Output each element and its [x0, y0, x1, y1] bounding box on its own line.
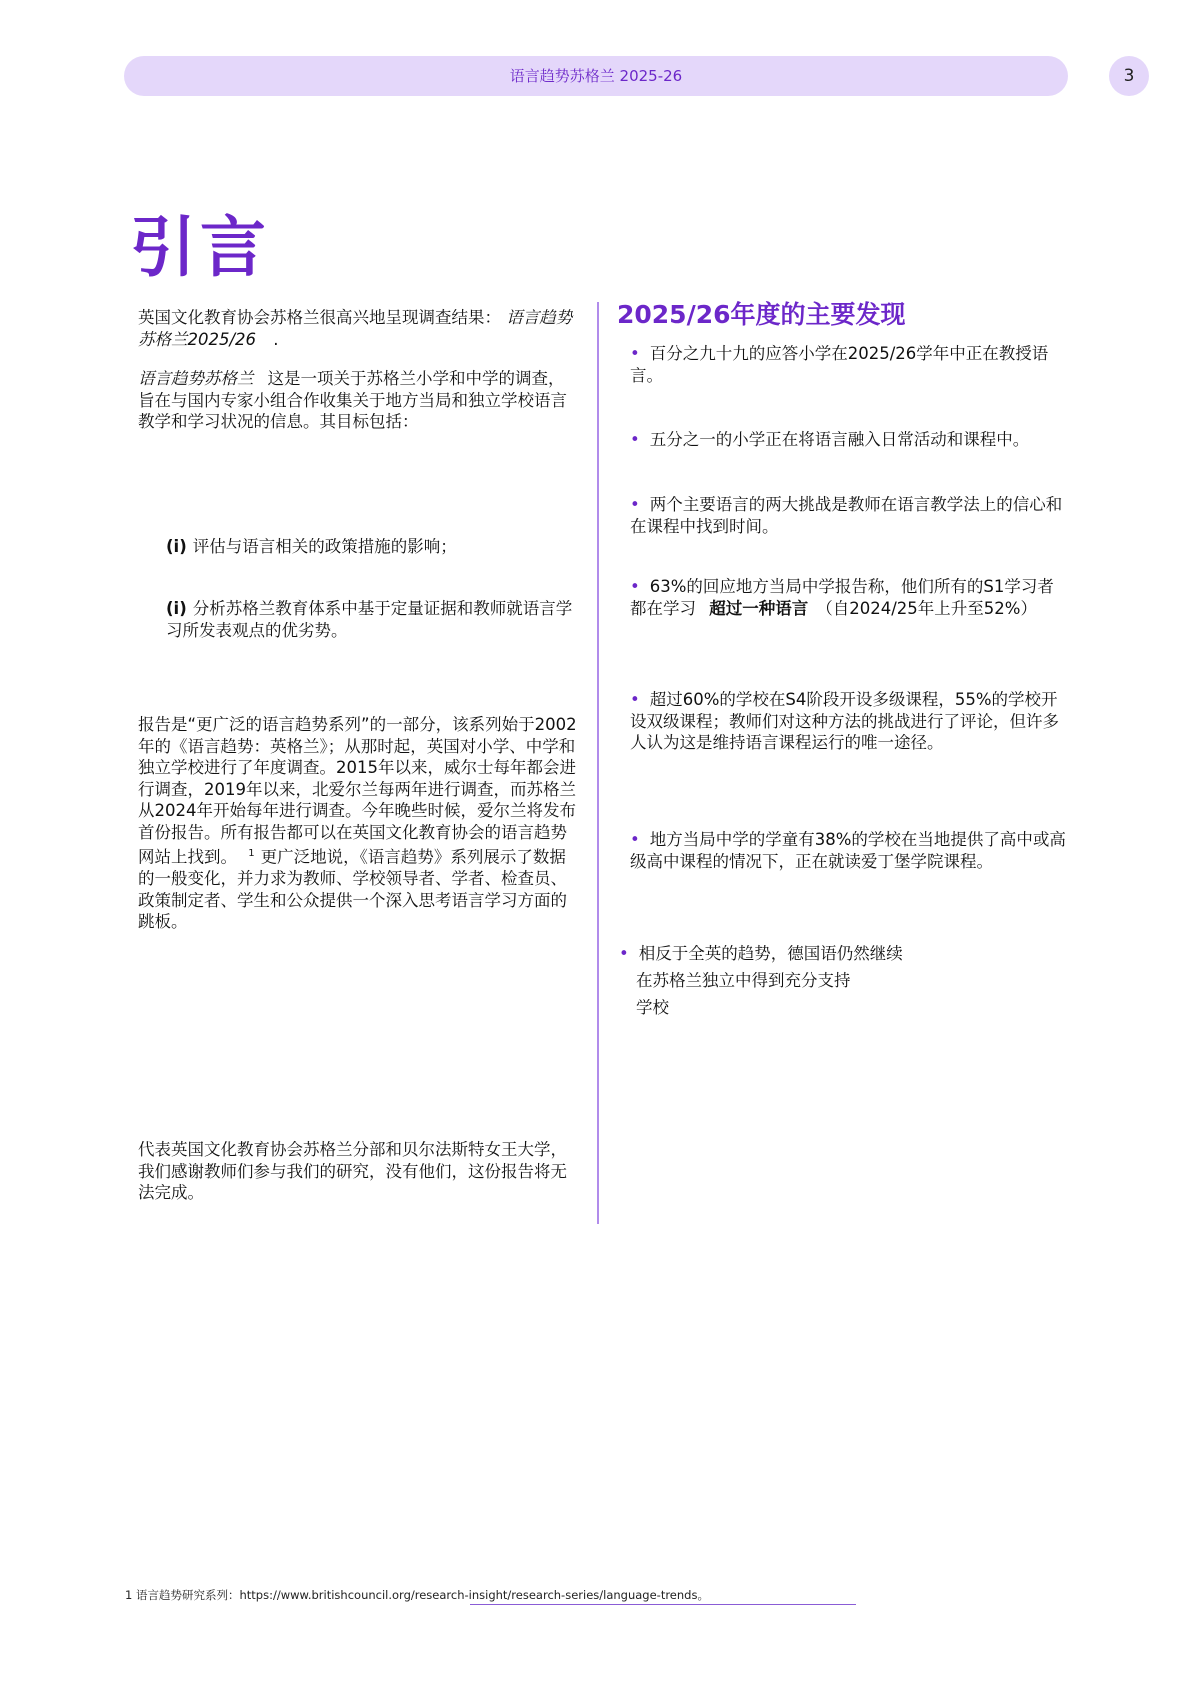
intro-text: 英国文化教育协会苏格兰很高兴地呈现调查结果： [138, 308, 501, 327]
series-paragraph [138, 714, 578, 933]
bullet-icon: • [619, 944, 629, 963]
acknowledgement-paragraph: 代表英国文化教育协会苏格兰分部和贝尔法斯特女王大学，我们感谢教师们参与我们的研究，没有他们，这份报告将无法完成。 [138, 1140, 567, 1202]
finding-text: 63%的回应地方当局中学报告称，他们所有的S1学习者都在学习 [630, 577, 1054, 618]
report-title-italic: 语言趋势苏格兰2025/26 [138, 308, 573, 349]
aim-text: 评估与语言相关的政策措施的影响； [192, 537, 457, 556]
bullet-icon: • [630, 430, 640, 449]
finding-item [630, 689, 1070, 754]
finding-text: 两个主要语言的两大挑战是教师在语言教学法上的信心和在课程中找到时间。 [630, 495, 1063, 536]
series-text-continued: 更广泛地说，《语言趋势》系列展示了数据的一般变化，并力求为教师、学校领导者、学者、检查员、政策制定者、学生和公众提供一个深入思考语言学习方面的跳板。 [138, 847, 567, 931]
intro-paragraph-1 [138, 307, 578, 350]
bullet-icon: • [630, 690, 640, 709]
header-title: 语言趋势苏格兰 2025-26 [509, 67, 683, 85]
aim-item [166, 536, 578, 558]
aim-item [166, 598, 578, 641]
finding-text: 百分之九十九的应答小学在2025/26学年中正在教授语言。 [630, 344, 1049, 385]
report-name-italic: 语言趋势苏格兰 [138, 369, 254, 388]
bullet-icon: • [630, 830, 640, 849]
finding-text: 地方当局中学的学童有38%的学校在当地提供了高中或高级高中课程的情况下，正在就读爱丁堡学院课程。 [630, 830, 1066, 871]
series-text: 报告是“更广泛的语言趋势系列”的一部分，该系列始于2002年的《语言趋势：英格兰》；从那时起，英国对小学、中学和独立学校进行了年度调查。2015年以来，威尔士每年都会进行调查，2019年以来，北爱尔兰每两年进行调查，而苏格兰从2024年开始每年进行调查。今年晚些时候，爱尔兰将发布首份报告。所有报告都可以在英国文化教育协会的语言趋势网站上找到。 [138, 715, 577, 867]
header-bar [124, 56, 1068, 96]
finding-text: 超过60%的学校在S4阶段开设多级课程，55%的学校开设双级课程；教师们对这种方法的挑战进行了评论，但许多人认为这是维持语言课程运行的唯一途径。 [630, 690, 1059, 752]
finding-item [630, 343, 1070, 386]
footnote-marker: 1 [248, 848, 255, 859]
bullet-icon: • [630, 344, 640, 363]
footnote: 1 语言趋势研究系列：https://www.britishcouncil.org/research-insight/research-series/language-trends。 [125, 1588, 709, 1602]
aim-marker: (i) [166, 599, 187, 618]
finding-text-after: （自2024/25年上升至52%） [816, 598, 1037, 618]
finding-text-line: 学校 [636, 998, 669, 1017]
finding-item [630, 494, 1070, 537]
intro-description: 这是一项关于苏格兰小学和中学的调查，旨在与国内专家小组合作收集关于地方当局和独立学校语言教学和学习状况的信息。其目标包括： [138, 369, 567, 431]
bullet-icon: • [630, 577, 640, 596]
aim-marker: (i) [166, 537, 187, 556]
finding-text-line: 相反于全英的趋势，德国语仍然继续 [638, 944, 903, 963]
intro-paragraph-2 [138, 368, 578, 433]
finding-item [630, 576, 1070, 619]
finding-text: 五分之一的小学正在将语言融入日常活动和课程中。 [649, 430, 1030, 449]
findings-heading: 2025/26年度的主要发现 [617, 300, 906, 329]
intro-tail: . [273, 329, 279, 349]
column-divider [597, 302, 599, 1224]
aim-text: 分析苏格兰教育体系中基于定量证据和教师就语言学习所发表观点的优劣势。 [166, 599, 573, 640]
finding-text-line: 在苏格兰独立中得到充分支持 [636, 971, 851, 990]
section-title: 引言 [130, 209, 270, 286]
finding-item [630, 429, 1070, 451]
finding-emphasis: 超过一种语言 [709, 598, 809, 618]
page-number: 3 [1109, 56, 1149, 96]
bullet-icon: • [630, 495, 640, 514]
finding-item [630, 829, 1070, 872]
finding-item [619, 940, 1059, 1021]
footnote-link-underline [470, 1604, 856, 1605]
